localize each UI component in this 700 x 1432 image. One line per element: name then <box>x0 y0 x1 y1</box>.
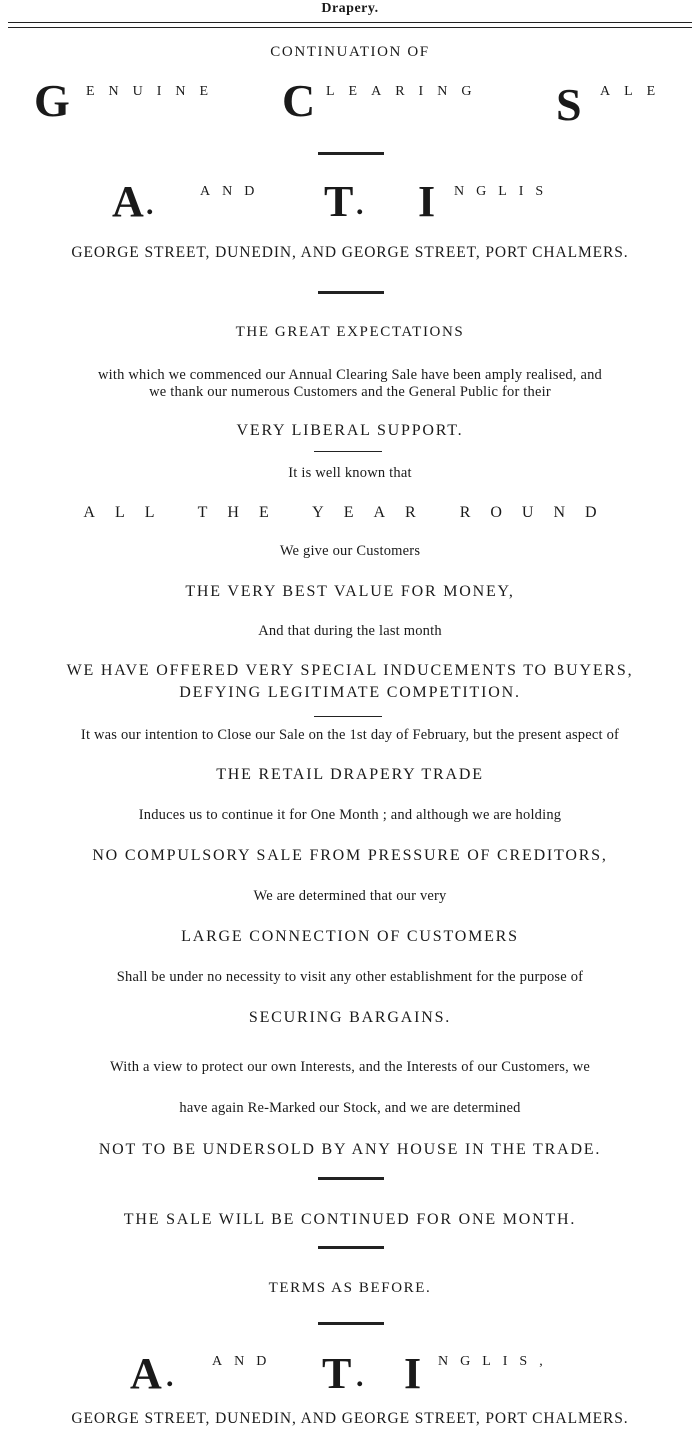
dot: . <box>166 1360 174 1393</box>
section-header: Drapery. <box>321 1 379 16</box>
sale-continued: THE SALE WILL BE CONTINUED FOR ONE MONTH. <box>123 1211 577 1228</box>
firm-initial-t: T <box>322 1349 352 1398</box>
rule <box>314 451 382 452</box>
firm-initial-i: I <box>404 1349 422 1398</box>
view-to-protect: With a view to protect our own Interests, and the Interests of our Customers, we <box>109 1059 591 1075</box>
we-are-determined: We are determined that our very <box>253 888 447 904</box>
paragraph-1-line-1: with which we commenced our Annual Clearing Sale have been amply realised, and <box>97 367 602 383</box>
address-top: GEORGE STREET, DUNEDIN, AND GEORGE STREET, PORT CHALMERS. <box>71 244 629 261</box>
title-initial-s: S <box>556 79 582 130</box>
firm-initial-a: A <box>130 1349 162 1398</box>
special-inducements: WE HAVE OFFERED VERY SPECIAL INDUCEMENTS TO BUYERS, <box>66 662 634 679</box>
not-undersold: NOT TO BE UNDERSOLD BY ANY HOUSE IN THE TRADE. <box>98 1141 602 1158</box>
last-month: And that during the last month <box>258 623 442 639</box>
dot: . <box>356 1360 364 1393</box>
address-bottom: GEORGE STREET, DUNEDIN, AND GEORGE STREET, PORT CHALMERS. <box>71 1410 629 1427</box>
no-compulsory-sale: NO COMPULSORY SALE FROM PRESSURE OF CREDITORS, <box>92 847 608 864</box>
header-divider-bottom <box>8 27 692 28</box>
header-divider-top <box>8 22 692 23</box>
dot: . <box>356 188 364 221</box>
title-word-clearing: LEARING <box>326 84 486 99</box>
firm-initial-t: T <box>324 177 354 226</box>
firm-word-inglis: NGLIS <box>454 184 556 199</box>
re-marked-stock: have again Re-Marked our Stock, and we are determined <box>179 1100 521 1116</box>
retail-drapery-trade: THE RETAIL DRAPERY TRADE <box>216 766 484 783</box>
dot: . <box>146 188 154 221</box>
firm-initial-a: A <box>112 177 144 226</box>
title-initial-g: G <box>34 75 70 126</box>
title-word-genuine: ENUINE <box>86 84 223 99</box>
firm-name-bottom <box>0 1348 700 1404</box>
rule <box>318 1322 384 1325</box>
rule <box>314 716 382 717</box>
firm-word-and: AND <box>212 1354 279 1369</box>
well-known: It is well known that <box>288 465 412 481</box>
great-expectations: THE GREAT EXPECTATIONS <box>235 324 465 340</box>
firm-name-top <box>0 176 700 232</box>
best-value: THE VERY BEST VALUE FOR MONEY, <box>185 583 515 600</box>
title-word-sale: ALE <box>600 84 670 99</box>
paragraph-1-line-2: we thank our numerous Customers and the General Public for their <box>149 384 551 400</box>
securing-bargains: SECURING BARGAINS. <box>248 1009 452 1026</box>
sale-title <box>0 74 700 134</box>
continuation-label: CONTINUATION OF <box>270 44 430 60</box>
liberal-support: VERY LIBERAL SUPPORT. <box>236 422 464 439</box>
all-the-year-round: ALL THE YEAR ROUND <box>83 504 617 521</box>
no-necessity: Shall be under no necessity to visit any other establishment for the purpose of <box>116 969 584 985</box>
rule <box>318 152 384 155</box>
rule <box>318 1177 384 1180</box>
we-give: We give our Customers <box>279 543 421 559</box>
firm-word-inglis: NGLIS, <box>438 1354 555 1369</box>
firm-word-and: AND <box>200 184 267 199</box>
intention: It was our intention to Close our Sale on the 1st day of February, but the present aspect of <box>80 727 620 743</box>
large-connection: LARGE CONNECTION OF CUSTOMERS <box>181 928 519 945</box>
title-initial-c: C <box>282 75 316 126</box>
terms-as-before: TERMS AS BEFORE. <box>268 1280 432 1296</box>
rule <box>318 291 384 294</box>
rule <box>318 1246 384 1249</box>
firm-initial-i: I <box>418 177 436 226</box>
defying-competition: DEFYING LEGITIMATE COMPETITION. <box>179 684 521 701</box>
induces-us: Induces us to continue it for One Month ; and although we are holding <box>138 807 562 823</box>
